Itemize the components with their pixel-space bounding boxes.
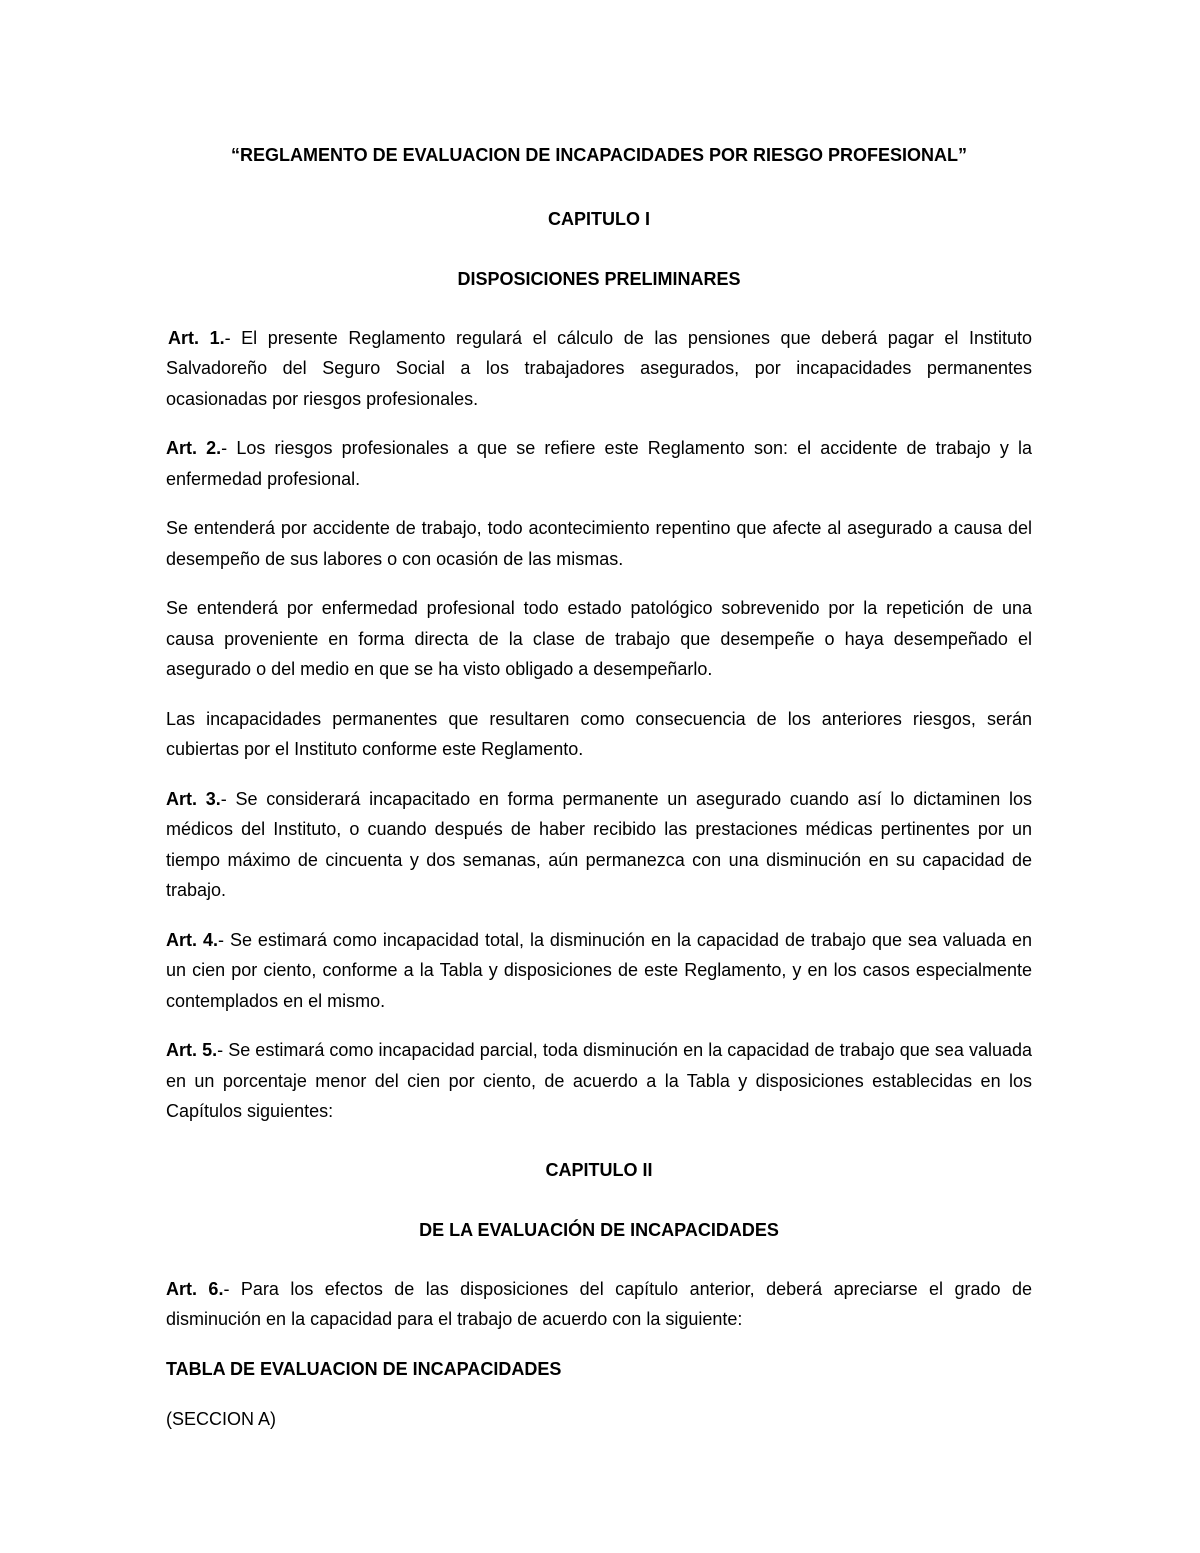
paragraph-incapacidades: Las incapacidades permanentes que resultaren como consecuencia de los anteriores riesgos, serán cubiertas por el Instituto conforme este Reglamento.: [166, 708, 1032, 759]
article-4: [166, 925, 1032, 1017]
article-text: - El presente Reglamento regulará el cálculo de las pensiones que deberá pagar el Instituto Salvadoreño del Seguro Social a los trabajadores asegurados, por incapacidades permanentes ocasionadas por riesgos profesionales.: [166, 327, 1032, 409]
document-title: “REGLAMENTO DE EVALUACION DE INCAPACIDADES POR RIESGO PROFESIONAL”: [230, 145, 968, 165]
article-label: Art. 6.: [166, 1278, 224, 1299]
section-heading: DE LA EVALUACIÓN DE INCAPACIDADES: [419, 1220, 779, 1240]
article-1: [166, 323, 1032, 415]
article-text: - Los riesgos profesionales a que se refiere este Reglamento son: el accidente de trabajo y la enfermedad profesional.: [166, 438, 1033, 489]
article-text: - Se considerará incapacitado en forma permanente un asegurado cuando así lo dictaminen los médicos del Instituto, o cuando después de haber recibido las prestaciones médicas pertinentes por un tiempo máximo de cincuenta y dos semanas, aún permanezca con una disminución en su capacidad de trabajo.: [166, 788, 1032, 900]
article-label: Art. 4.: [166, 929, 218, 950]
document-page: [166, 140, 1032, 1435]
table-title: TABLA DE EVALUACION DE INCAPACIDADES: [166, 1358, 562, 1379]
article-text: - Se estimará como incapacidad parcial, toda disminución en la capacidad de trabajo que sea valuada en un porcentaje menor del cien por ciento, de acuerdo a la Tabla y disposiciones establecidas en los Capítulos siguientes:: [166, 1040, 1032, 1121]
article-label: Art. 1.: [168, 327, 225, 348]
article-label: Art. 5.: [166, 1040, 218, 1060]
article-text: - Se estimará como incapacidad total, la disminución en la capacidad de trabajo que sea valuada en un cien por ciento, conforme a la Tabla y disposiciones de este Reglamento, y en los casos especialmente contemplados en el mismo.: [166, 929, 1032, 1011]
paragraph-enfermedad: Se entenderá por enfermedad profesional todo estado patológico sobrevenido por la repetición de una causa proveniente en forma directa de la clase de trabajo que desempeñe o haya desempeñado el asegurado o del medio en que se ha visto obligado a desempeñarlo.: [166, 598, 1032, 679]
section-heading: DISPOSICIONES PRELIMINARES: [457, 269, 741, 289]
article-2: [166, 433, 1032, 494]
article-label: Art. 2.: [166, 438, 222, 458]
section-a-label: (SECCION A): [166, 1409, 277, 1429]
chapter-heading: CAPITULO II: [545, 1159, 653, 1180]
article-text: - Para los efectos de las disposiciones del capítulo anterior, deberá apreciarse el grado de disminución en la capacidad para el trabajo de acuerdo con la siguiente:: [166, 1278, 1032, 1329]
paragraph-accidente: Se entenderá por accidente de trabajo, todo acontecimiento repentino que afecte al asegurado a causa del desempeño de sus labores o con ocasión de las mismas.: [166, 518, 1032, 569]
article-label: Art. 3.: [166, 788, 221, 809]
article-6: [166, 1274, 1032, 1335]
chapter-heading: CAPITULO I: [548, 208, 650, 229]
article-5: [166, 1035, 1032, 1127]
article-3: [166, 784, 1032, 906]
